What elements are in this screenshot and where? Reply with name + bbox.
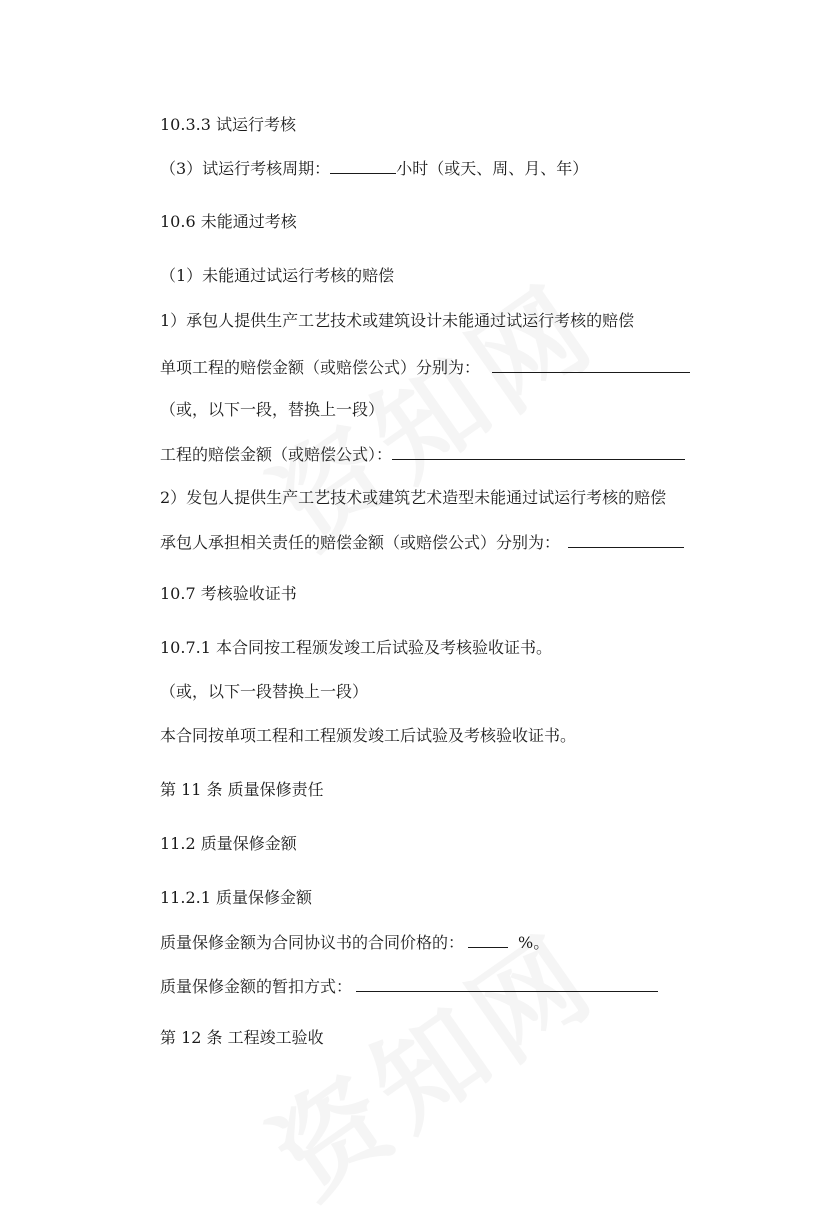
- warranty-percent-label: 质量保修金额为合同协议书的合同价格的：: [160, 933, 465, 952]
- withholding-method-blank[interactable]: [356, 975, 658, 992]
- article-12-heading: 第 12 条 工程竣工验收: [160, 1028, 324, 1047]
- contractor-liability-line: [160, 531, 684, 554]
- trial-run-period-blank[interactable]: [330, 157, 396, 174]
- unit-compensation-blank[interactable]: [492, 356, 690, 373]
- contractor-liability-blank[interactable]: [568, 531, 684, 548]
- warranty-percent-line: [160, 931, 549, 954]
- warranty-percent-blank[interactable]: [468, 931, 508, 948]
- paragraph-10-7-1: 10.7.1 本合同按工程颁发竣工后试验及考核验收证书。: [160, 638, 552, 657]
- withholding-method-label: 质量保修金额的暂扣方式：: [160, 977, 353, 996]
- paragraph-contractor-tech: 1）承包人提供生产工艺技术或建筑设计未能通过试运行考核的赔偿: [160, 311, 635, 330]
- trial-run-period-label: （3）试运行考核周期：: [160, 159, 331, 178]
- withholding-method-line: [160, 975, 658, 998]
- project-compensation-line: [160, 443, 685, 466]
- section-heading-10-7: 10.7 考核验收证书: [160, 584, 297, 603]
- paragraph-or-replace: （或，以下一段，替换上一段）: [160, 400, 385, 419]
- section-heading-10-6: 10.6 未能通过考核: [160, 212, 297, 231]
- paragraph-or-replace-2: （或，以下一段替换上一段）: [160, 682, 369, 701]
- paragraph-unit-certificate: 本合同按单项工程和工程颁发竣工后试验及考核验收证书。: [160, 726, 577, 745]
- article-11-heading: 第 11 条 质量保修责任: [160, 780, 324, 799]
- unit-compensation-line: [160, 356, 690, 379]
- project-compensation-label: 工程的赔偿金额（或赔偿公式）：: [160, 445, 393, 464]
- paragraph-compensation-heading: （1）未能通过试运行考核的赔偿: [160, 266, 395, 285]
- section-heading-10-3-3: 10.3.3 试运行考核: [160, 115, 296, 134]
- trial-run-period-line: [160, 157, 588, 180]
- unit-compensation-label: 单项工程的赔偿金额（或赔偿公式）分别为：: [160, 358, 481, 377]
- paragraph-employer-tech: 2）发包人提供生产工艺技术或建筑艺术造型未能通过试运行考核的赔偿: [160, 488, 667, 507]
- section-heading-11-2-1: 11.2.1 质量保修金额: [160, 888, 312, 907]
- project-compensation-blank[interactable]: [392, 443, 685, 460]
- warranty-percent-unit: %。: [518, 933, 550, 952]
- trial-run-period-unit: 小时（或天、周、月、年）: [396, 159, 589, 178]
- contractor-liability-label: 承包人承担相关责任的赔偿金额（或赔偿公式）分别为：: [160, 533, 561, 552]
- section-heading-11-2: 11.2 质量保修金额: [160, 834, 297, 853]
